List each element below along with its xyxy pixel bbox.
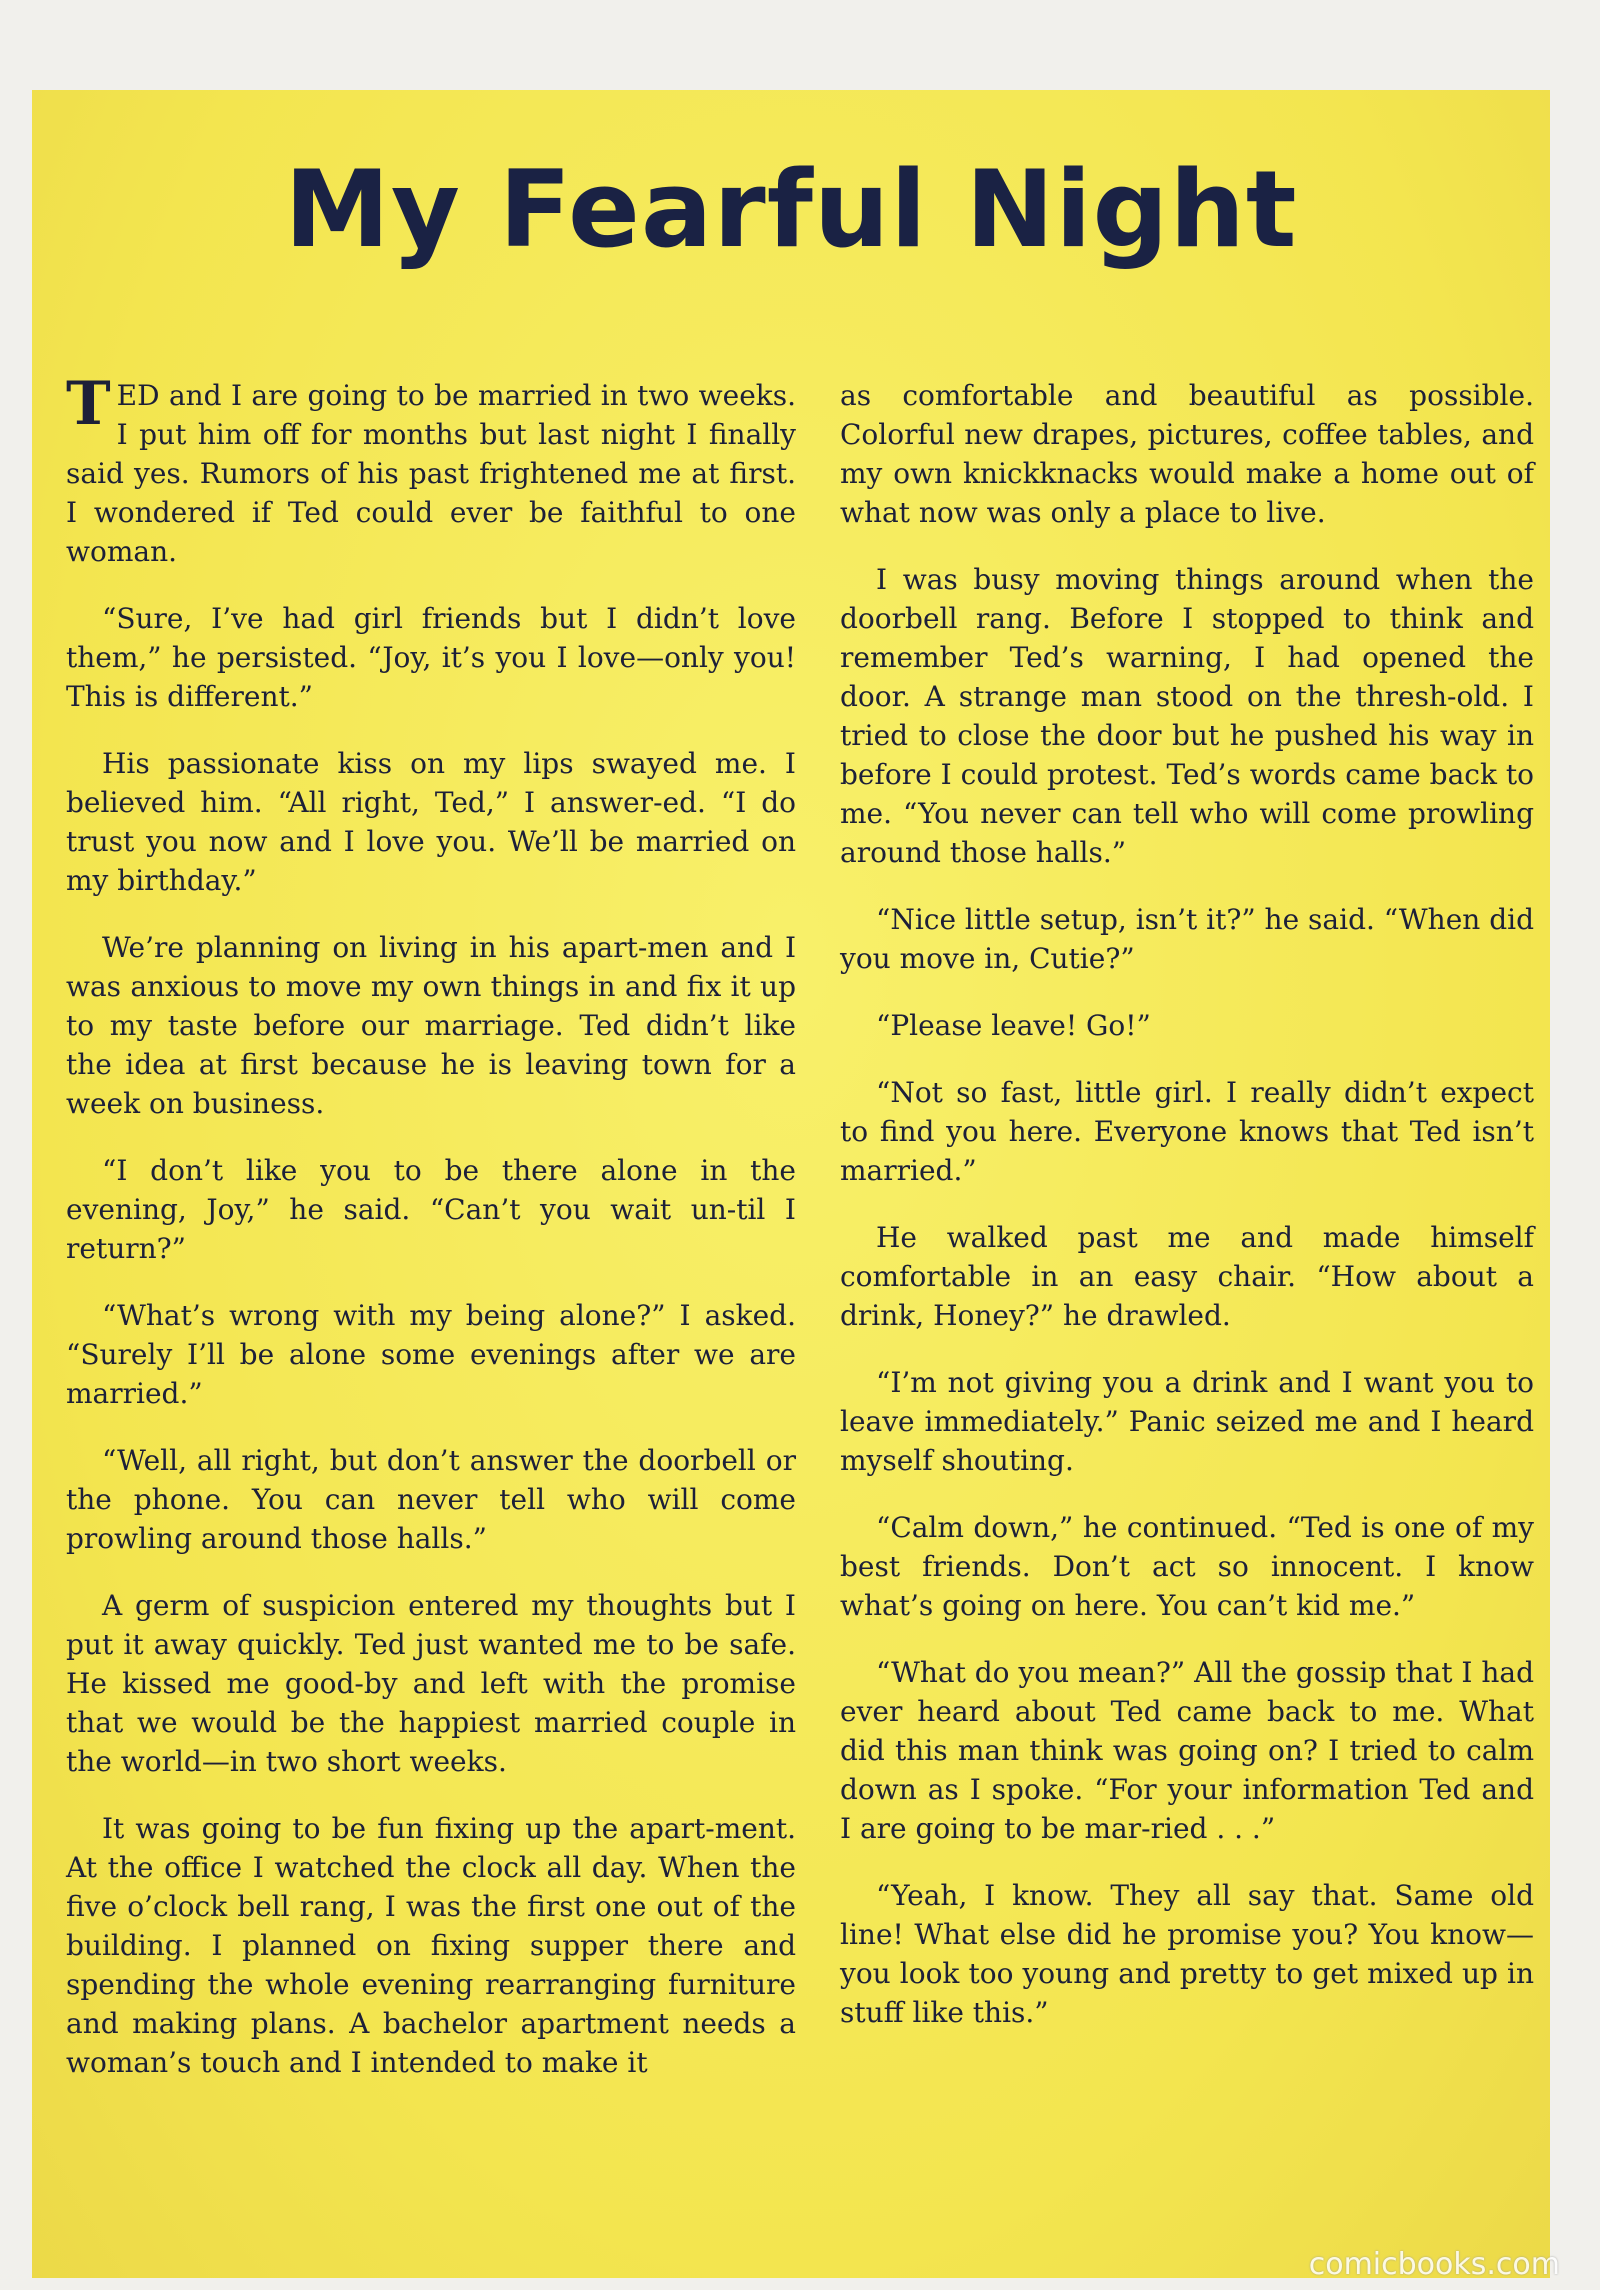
page-sheet [32,90,1550,2278]
paragraph [66,369,796,571]
paragraph: “Please leave! Go!” [876,1009,1151,1042]
paragraph: We’re planning on living in his apart-men and I was anxious to move my own things in and fix it up to my taste before our marriage. Ted didn’t like the idea at first because he is leaving town for a week on business. [66,931,796,1120]
paragraph: “What’s wrong with my being alone?” I asked. “Surely I’ll be alone some evenings after we are married.” [66,1299,796,1410]
paragraph: “Calm down,” he continued. “Ted is one of my best friends. Don’t act so innocent. I know what’s going on here. You can’t kid me.” [840,1511,1534,1622]
paragraph-text: as comfortable and beautiful as possible. Colorful new drapes, pictures, coffee tables, and my own knickknacks would make a home out of what now was only a place to live. [840,379,1534,529]
paragraph: I was busy moving things around when the doorbell rang. Before I stopped to think and remember Ted’s warning, I had opened the door. A strange man stood on the thresh-old. I tried to close the door but he pushed his way in before I could protest. Ted’s words came back to me. “You never can tell who will come prowling around those halls.” [840,563,1534,869]
paragraph: “What do you mean?” All the gossip that I had ever heard about Ted came back to me. What did this man think was going on? I tried to calm down as I spoke. “For your information Ted and I are going to be mar-ried . . .” [840,1656,1534,1845]
paragraph: “Sure, I’ve had girl friends but I didn’t love them,” he persisted. “Joy, it’s you I love—only you! This is different.” [66,602,796,713]
paragraph: A germ of suspicion entered my thoughts but I put it away quickly. Ted just wanted me to be safe. He kissed me good-by and left with the promise that we would be the happiest married couple in the world—in two short weeks. [66,1589,796,1778]
right-column [840,376,1534,2060]
drop-cap: T [66,369,111,439]
paragraph: “I’m not giving you a drink and I want you to leave immediately.” Panic seized me and I heard myself shouting. [840,1366,1534,1477]
paragraph: “I don’t like you to be there alone in the evening, Joy,” he said. “Can’t you wait un-til I return?” [66,1154,796,1265]
left-column [66,369,796,2110]
paragraph: “Nice little setup, isn’t it?” he said. “When did you move in, Cutie?” [840,903,1535,975]
paragraph: He walked past me and made himself comfortable in an easy chair. “How about a drink, Honey?” he drawled. [840,1221,1534,1332]
watermark: comicbooks.com [1308,2247,1560,2282]
paragraph: It was going to be fun fixing up the apart-ment. At the office I watched the clock all day. When the five o’clock bell rang, I was the first one out of the building. I planned on fixing supper there and spending the whole evening rearranging furniture and making plans. A bachelor apartment needs a woman’s touch and I intended to make it [66,1812,796,2079]
paragraph [840,376,1534,532]
page-title: My Fearful Night [284,148,1298,271]
paragraph: His passionate kiss on my lips swayed me. I believed him. “All right, Ted,” I answer-ed. “I do trust you now and I love you. We’ll be married on my birthday.” [66,747,796,897]
paragraph: “Well, all right, but don’t answer the doorbell or the phone. You can never tell who will come prowling around those halls.” [66,1444,796,1555]
paragraph-text: ED and I are going to be married in two weeks. I put him off for months but last night I finally said yes. Rumors of his past frightened me at first. I wondered if Ted could ever be faithful to one woman. [66,379,796,568]
paragraph: “Not so fast, little girl. I really didn’t expect to find you here. Everyone knows that Ted isn’t married.” [840,1076,1534,1187]
paragraph: “Yeah, I know. They all say that. Same old line! What else did he promise you? You know—you look too young and pretty to get mixed up in stuff like this.” [840,1879,1534,2029]
